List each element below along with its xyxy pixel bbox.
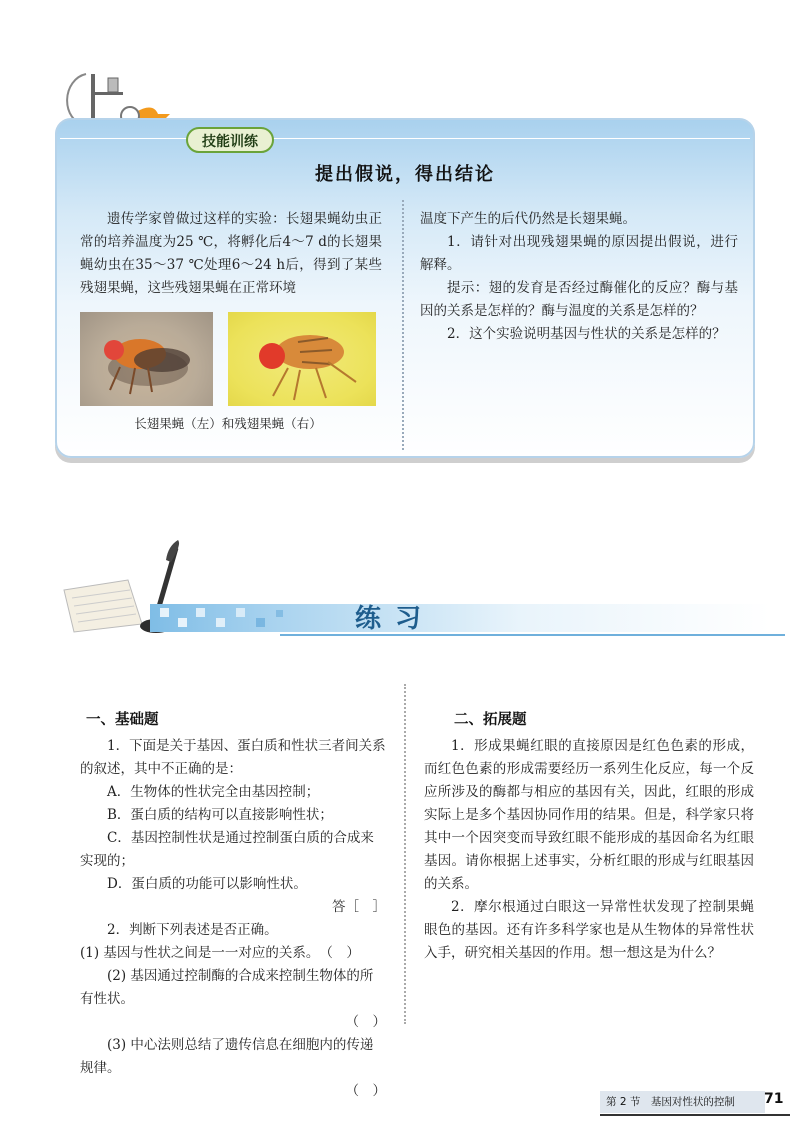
answer-bracket[interactable]: 答［ ］ — [332, 899, 386, 915]
skill-question-2: 2．这个实验说明基因与性状的关系是怎样的？ — [447, 326, 726, 342]
skill-continued-text: 温度下产生的后代仍然是长翅果蝇。 — [420, 211, 636, 227]
judgement-item-1 — [80, 942, 386, 965]
page-number: 71 — [764, 1091, 784, 1107]
exercise-column-divider — [404, 684, 406, 1024]
basic-question-1: 1．下面是关于基因、蛋白质和性状三者间关系的叙述，其中不正确的是： — [80, 738, 386, 777]
long-wing-fly-photo — [80, 312, 213, 406]
vestigial-wing-fly-photo — [228, 312, 376, 406]
judgement-mark-3[interactable]: （ ） — [345, 1083, 386, 1099]
skill-left-column — [80, 208, 382, 300]
judgement-item-3 — [80, 1034, 386, 1103]
option-b: B．蛋白质的结构可以直接影响性状； — [107, 807, 333, 823]
extended-questions-column — [424, 708, 754, 965]
exercise-header-band — [150, 604, 770, 632]
judgement-mark-1[interactable]: （ ） — [319, 945, 360, 961]
basic-questions-column — [80, 708, 386, 1103]
judgement-text-2: (2) 基因通过控制酶的合成来控制生物体的所有性状。 — [80, 968, 374, 1007]
skill-hint: 提示：翅的发育是否经过酶催化的反应？酶与基因的关系是怎样的？酶与温度的关系是怎样的？ — [420, 280, 738, 319]
extended-question-1: 1．形成果蝇红眼的直接原因是红色色素的形成，而红色色素的形成需要经历一系列生化反应，每一个反应所涉及的酶都与相应的基因有关，因此，红眼的形成实际上是多个基因协同作用的结果。但是，科学家只将其中一个因突变而导致红眼不能形成的基因命名为红眼基因。请你根据上述事实，分析红眼的形成与红眼基因的关系。 — [424, 738, 754, 892]
extended-question-2: 2．摩尔根通过白眼这一异常性状发现了控制果蝇眼色的基因。还有许多科学家也是从生物体的异常性状入手，研究相关基因的作用。想一想这是为什么？ — [424, 899, 754, 961]
judgement-item-2 — [80, 965, 386, 1034]
skill-experiment-text: 遗传学家曾做过这样的实验：长翅果蝇幼虫正常的培养温度为25 ℃，将孵化后4～7 d的长翅果蝇幼虫在35～37 ℃处理6～24 h后，得到了某些残翅果蝇，这些残翅果蝇在正常环境 — [80, 211, 382, 296]
judgement-text-3: (3) 中心法则总结了遗传信息在细胞内的传递规律。 — [80, 1037, 374, 1076]
basic-heading: 一、基础题 — [86, 712, 159, 728]
skill-header-line — [60, 138, 750, 139]
skill-column-divider — [402, 200, 404, 450]
option-a: A．生物体的性状完全由基因控制； — [107, 784, 320, 800]
skill-question-1: 1．请针对出现残翅果蝇的原因提出假说，进行解释。 — [420, 234, 738, 273]
option-d: D．蛋白质的功能可以影响性状。 — [107, 876, 307, 892]
skill-title: 提出假说，得出结论 — [315, 164, 495, 185]
footer-rule — [600, 1114, 790, 1116]
option-c: C．基因控制性状是通过控制蛋白质的合成来实现的； — [80, 830, 374, 869]
judgement-mark-2[interactable]: （ ） — [345, 1014, 386, 1030]
basic-question-2: 2．判断下列表述是否正确。 — [107, 922, 278, 938]
judgement-text-1: (1) 基因与性状之间是一一对应的关系。 — [80, 945, 320, 961]
photo-caption: 长翅果蝇（左）和残翅果蝇（右） — [134, 416, 322, 431]
skill-right-column — [420, 208, 738, 346]
skill-badge: 技能训练 — [186, 127, 274, 153]
footer-section-title: 第 2 节 基因对性状的控制 — [606, 1096, 735, 1108]
extended-heading: 二、拓展题 — [454, 712, 527, 728]
exercise-title: 练习 — [355, 604, 436, 634]
